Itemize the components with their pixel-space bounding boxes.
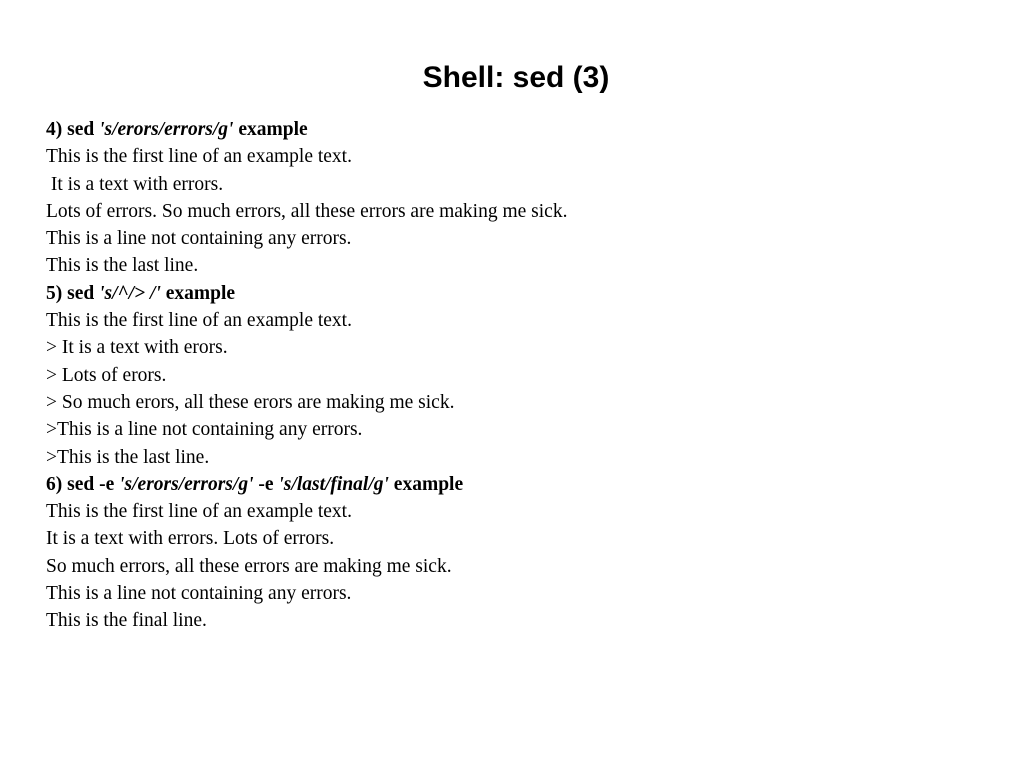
sed-expression: 's/^/> /' [99, 282, 161, 304]
section-number: 6) [46, 473, 63, 495]
command-name: sed [67, 473, 95, 495]
command-flag: -e [258, 473, 274, 495]
output-line: It is a text with errors. Lots of errors. [46, 528, 335, 550]
output-line: This is a line not containing any errors. [46, 228, 352, 250]
output-line: >This is the last line. [46, 446, 210, 468]
output-line: So much errors, all these errors are making me sick. [46, 555, 452, 577]
output-line: It is a text with errors. [46, 173, 224, 195]
output-line: This is the final line. [46, 610, 207, 632]
slide-body [46, 116, 1006, 635]
output-line: This is a line not containing any errors. [46, 583, 352, 605]
section-number: 5) [46, 282, 63, 304]
slide-title: Shell: sed (3) [422, 61, 610, 94]
section-heading-5 [46, 280, 1006, 307]
heading-suffix: example [165, 282, 236, 304]
output-line: This is the last line. [46, 255, 199, 277]
output-line: > It is a text with erors. [46, 337, 228, 359]
command-name: sed [67, 119, 95, 140]
sed-expression: 's/last/final/g' [278, 473, 389, 495]
section-heading-4 [46, 116, 1006, 143]
heading-suffix: example [238, 119, 308, 140]
sed-expression: 's/erors/errors/g' [99, 119, 234, 140]
output-line: This is the first line of an example text. [46, 501, 352, 523]
output-line: This is the first line of an example text. [46, 146, 352, 168]
section-number: 4) [46, 119, 63, 140]
sed-expression: 's/erors/errors/g' [119, 473, 254, 495]
command-flag: -e [99, 473, 115, 495]
output-line: > So much erors, all these erors are making me sick. [46, 391, 455, 413]
output-line: Lots of errors. So much errors, all these errors are making me sick. [46, 200, 568, 222]
heading-suffix: example [393, 473, 464, 495]
command-name: sed [67, 282, 95, 304]
section-heading-6 [46, 471, 1006, 498]
output-line: > Lots of erors. [46, 364, 167, 386]
output-line: >This is a line not containing any errors. [46, 419, 363, 441]
output-line: This is the first line of an example text. [46, 310, 352, 332]
